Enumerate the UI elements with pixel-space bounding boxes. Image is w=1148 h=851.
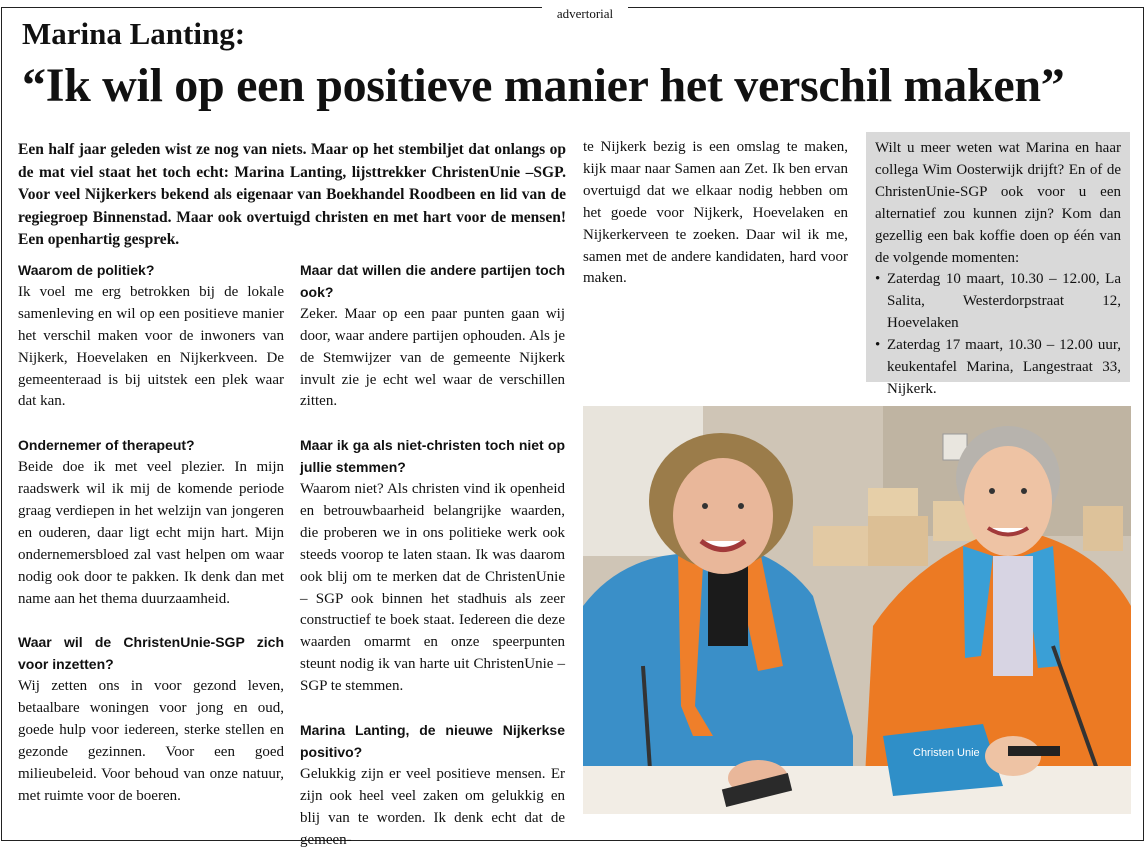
answer: Wij zetten ons in voor gezond leven, betaalbare woningen voor jong en oud, goede hulp voor iedereen, sterke stellen en gezonde gezinnen. Voor een goed milieubeleid. Voor behoud van onze natuur, met ruimte voor de boeren. [18, 678, 284, 804]
event-item: • Zaterdag 10 maart, 10.30 – 12.00, La Salita, Westerdorpstraat 12, Hoevelaken [875, 269, 1121, 335]
column-3 [583, 137, 848, 290]
event-list [875, 269, 1121, 400]
chair [1083, 506, 1123, 551]
answer: Zeker. Maar op een paar punten gaan wij door, waar andere partijen ophouden. Als je de Stemwijzer van de gemeente Nijkerk invult zie je echt wel waar de verschillen zitten. [300, 305, 565, 410]
intro: Een half jaar geleden wist ze nog van niets. Maar op het stembiljet dat onlangs op de mat viel staat het toch echt: Marina Lanting, lijsttrekker ChristenUnie –SGP. Voor veel Nijkerkers bekend als eigenaar van Boekhandel Roodbeen en lid van de regiegroep Binnenstad. Maar ook overtuigd christen en met hart voor de mensen! Een openhartig gesprek. [18, 141, 566, 248]
party-flag [883, 724, 1003, 796]
answer: Beide doe ik met veel plezier. In mijn raadswerk wil ik mij de komende periode graag verdiepen in het welzijn van jongeren en ouderen, daar ligt echt mijn hart. Mijn ondernemersbloed zal vast helpen om waar nodig ook door te pakken. Ik denk dan met name aan het thema duurzaamheid. [18, 459, 284, 607]
flag-text: Christen Unie [913, 747, 980, 759]
answer: Gelukkig zijn er veel positieve mensen. Er zijn ook heel veel zaken om gelukkig en blij van te worden. Ik denk echt dat de gemeen- [300, 765, 565, 848]
question: Maar ik ga als niet-christen toch niet op jullie stemmen? [300, 437, 565, 476]
question: Marina Lanting, de nieuwe Nijkerkse positivo? [300, 722, 565, 760]
woman-eye [702, 503, 708, 509]
info-box [866, 132, 1130, 397]
question: Waarom de politiek? [18, 262, 155, 278]
answer: te Nijkerk bezig is een omslag te maken, kijk maar naar Samen aan Zet. Ik ben ervan overtuigd dat we elkaar nodig hebben om het goede voor Nijkerk, Hoevelaken en Nijkerkerveen te zoeken. Daar wil ik me, samen met de andere kandidaten, hard voor maken. [583, 139, 848, 287]
question: Ondernemer of therapeut? [18, 437, 195, 454]
woman-eye [738, 503, 744, 509]
woman-shirt [708, 566, 748, 646]
man-face [964, 446, 1052, 556]
question: Waar wil de ChristenUnie-SGP zich voor inzetten? [18, 634, 284, 673]
event-item: • Zaterdag 17 maart, 10.30 – 12.00 uur, keukentafel Marina, Langestraat 33, Nijkerk. [875, 335, 1121, 401]
phone [1008, 746, 1060, 756]
woman-face [673, 458, 773, 574]
headline: “Ik wil op een positieve manier het verschil maken” [22, 59, 1065, 112]
candidates-photo [583, 406, 1131, 814]
kicker: Marina Lanting: [22, 16, 246, 51]
column-2 [300, 260, 565, 851]
man-shirt [993, 556, 1033, 676]
question: Maar dat willen die andere partijen toch ook? [300, 262, 565, 300]
chair [868, 516, 928, 566]
advertorial-tag: advertorial [542, 7, 628, 21]
answer: Ik voel me erg betrokken bij de lokale samenleving en wil op een positieve manier het verschil maken voor de inwoners van Nijkerk, Hoevelaken en Nijkerkveen. De gemeenteraad is bij uitstek een plek waar dat kan. [18, 283, 284, 410]
table [583, 766, 1131, 814]
answer: Waarom niet? Als christen vind ik openheid en betrouwbaarheid belangrijke waarden, die proberen we in ons politieke werk ook steeds voorop te laten staan. Ik was daarom ook blij om te merken dat de ChristenUnie – SGP ook binnen het stadhuis als zeer constructief te boek staat. Iedereen die deze waarden omarmt en onze speerpunten steunt nodig ik van harte uit ChristenUnie – SGP te stemmen. [300, 481, 565, 695]
info-box-text: Wilt u meer weten wat Marina en haar collega Wim Oosterwijk drijft? En of de ChristenUnie-SGP ook voor u een alternatief zou kunnen zijn? Kom dan gezellig een bak koffie doen op één van de volgende momenten: [875, 140, 1121, 266]
man-eye [989, 488, 995, 494]
chair [813, 526, 873, 566]
column-1 [18, 260, 284, 808]
man-eye [1021, 488, 1027, 494]
